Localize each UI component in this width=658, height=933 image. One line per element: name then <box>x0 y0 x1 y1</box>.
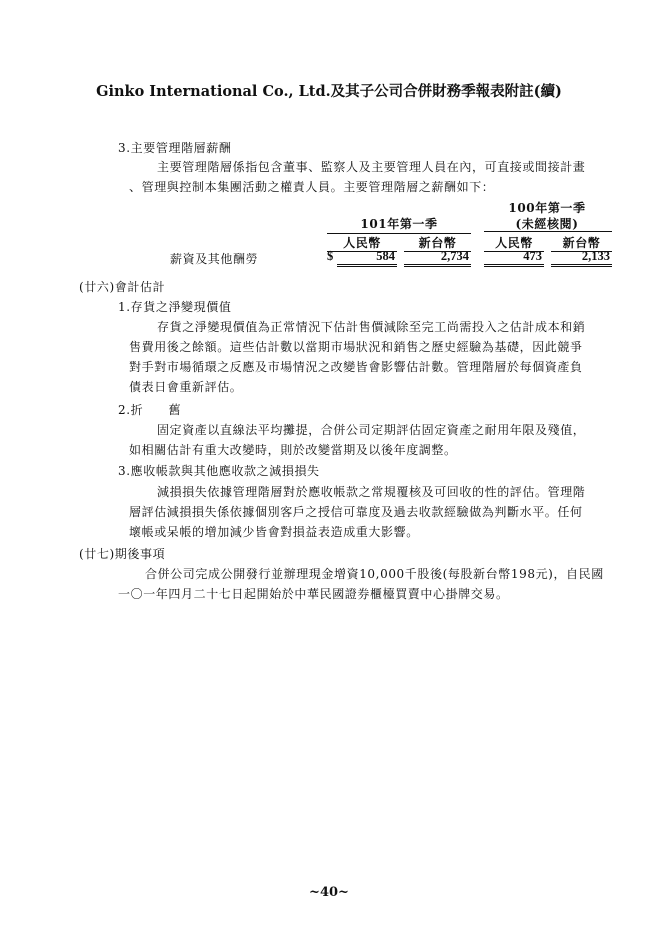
item-title: 3.應收帳款與其他應收款之減損損失 <box>118 464 320 478</box>
page-number: ~40~ <box>309 885 349 900</box>
paragraph-line: 一〇一年四月二十七日起開始於中華民國證券櫃檯買賣中心掛牌交易。 <box>118 587 509 601</box>
paragraph-line: 存貨之淨變現價值為正常情況下估計售價減除至完工尚需投入之估計成本和銷 <box>157 320 586 334</box>
section-heading-compensation: 3.主要管理階層薪酬 <box>118 141 232 155</box>
paragraph-line: 固定資產以直線法平均攤提，合併公司定期評估固定資產之耐用年限及殘值， <box>157 423 586 437</box>
paragraph-line: 主要管理階層係指包含董事、監察人及主要管理人員在內，可直接或間接計畫 <box>157 160 586 174</box>
paragraph-line: 售費用後之餘額。這些估計數以當期市場狀況和銷售之歷史經驗為基礎，因此競爭 <box>129 340 583 354</box>
page-title: Ginko International Co., Ltd.及其子公司合併財務季報表附註(續) <box>96 83 562 100</box>
column-group-rule <box>484 231 612 232</box>
paragraph-line: 合併公司完成公開發行並辦理現金增資10,000千股後(每股新台幣198元)，自民國 <box>145 567 604 581</box>
value-cell: 584 <box>337 249 397 267</box>
paragraph-line: 、管理與控制本集團活動之權責人員。主要管理階層之薪酬如下： <box>129 180 495 194</box>
column-group-header-note: (未經核閱) <box>515 217 579 231</box>
paragraph-line: 對手對市場循環之反應及市場情況之改變皆會影響估計數。管理階層於每個資產負 <box>129 360 583 374</box>
column-header-rmb: 人民幣 <box>484 234 544 252</box>
column-group-header-2012-q1: 101年第一季 <box>327 215 471 234</box>
value-cell: 473 <box>484 249 544 267</box>
item-title: 2.折 舊 <box>118 403 182 417</box>
value-cell: 2,734 <box>404 249 471 267</box>
paragraph-line: 如相關估計有重大改變時，則於改變當期及以後年度調整。 <box>129 443 457 457</box>
paragraph-line: 層評估減損損失係依據個別客戶之授信可靠度及過去收款經驗做為判斷水平。任何 <box>129 505 583 519</box>
paragraph-line: 壞帳或呆帳的增加減少皆會對損益表造成重大影響。 <box>129 525 419 539</box>
column-header-ntd: 新台幣 <box>551 234 612 252</box>
item-title: 1.存貨之淨變現價值 <box>118 300 232 314</box>
paragraph-line: 減損損失依據管理階層對於應收帳款之常規覆核及可回收的性的評估。管理階 <box>157 485 586 499</box>
row-label-salary: 薪資及其他酬勞 <box>170 252 259 266</box>
section-heading-subsequent-events: (廿七)期後事項 <box>79 547 166 561</box>
currency-symbol: $ <box>327 249 334 263</box>
section-heading-accounting-estimates: (廿六)會計估計 <box>79 280 166 294</box>
value-cell: 2,133 <box>551 249 612 267</box>
column-header-ntd: 新台幣 <box>404 234 471 252</box>
column-group-header-2012-q1: 100年第一季 <box>508 201 586 215</box>
column-header-rmb: 人民幣 <box>327 234 397 252</box>
paragraph-line: 債表日會重新評估。 <box>129 380 243 394</box>
